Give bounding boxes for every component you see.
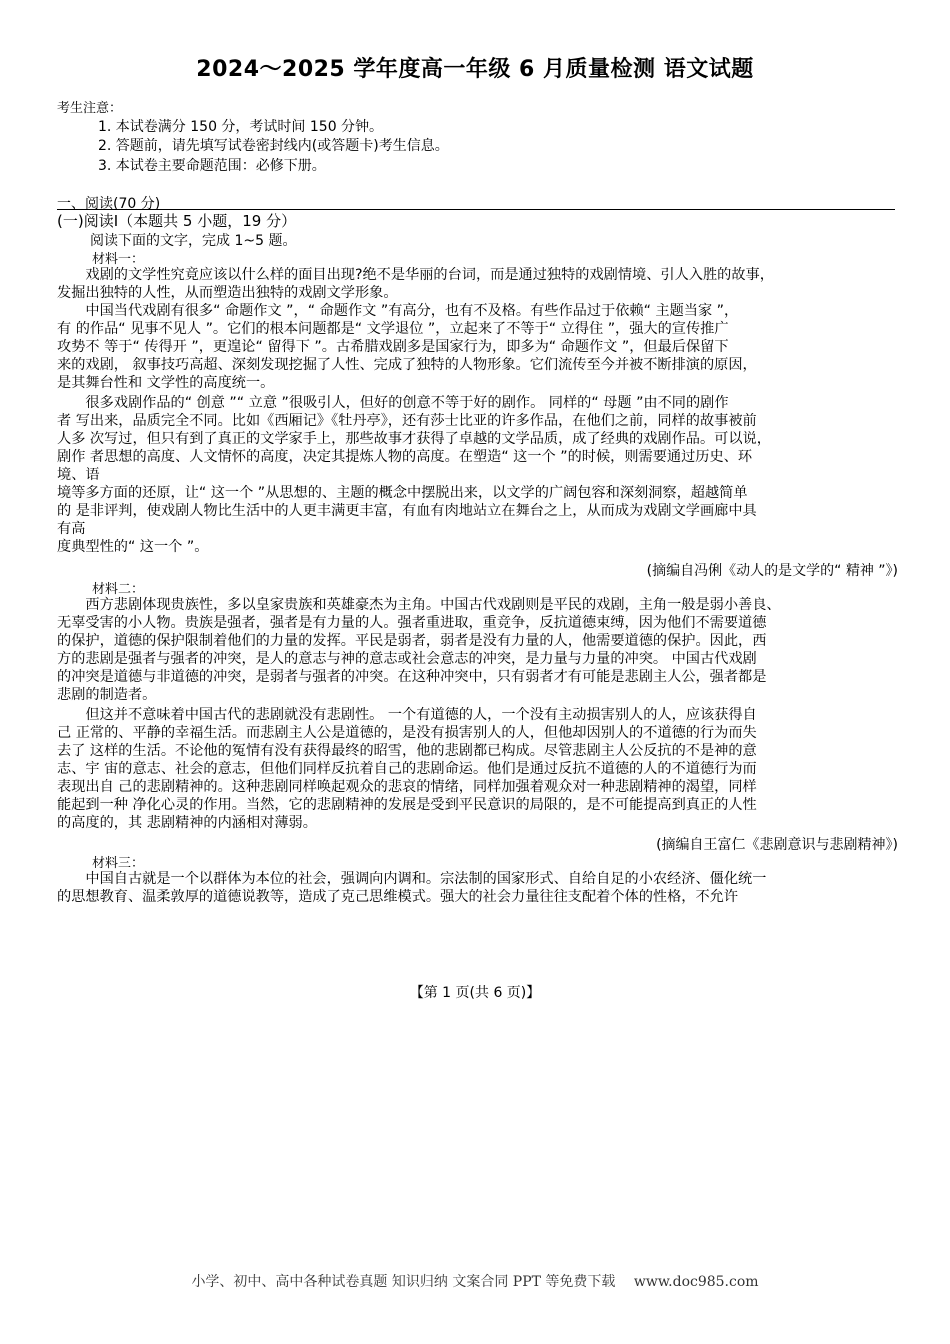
notice-item: 2. 答题前，请先填写试卷密封线内(或答题卡)考生信息。 (98, 138, 449, 154)
material-1-paragraph: 很多戏剧作品的“ 创意 ”“ 立意 ”很吸引人，但好的创意不等于好的剧作。 同样的“ 母题 ”由不同的剧作 者 写出来，品质完全不同。比如《西厢记》《牡丹亭》，还有莎士比亚的许多作品，在他们之前，同样的故事被前 人多 次写过，但只有到了真正的文学家手上，那些故事才获得了卓越的文学品质，成了经典的戏剧作品。可以说， 剧作 者思想的高度、人文情怀的高度，决定其提炼人物的高度。在塑造“ 这一个 ”的时候，则需要通过历史、环 境、语 境等多方面的还原，让“ 这一个 ”从思想的、主题的概念中摆脱出来，以文学的广阔包容和深刻洞察，超越简单 的 是非评判，使戏剧人物比生活中的人更丰满更丰富，有血有肉地站立在舞台之上，从而成为戏剧文学画廊中具 有高 度典型性的“ 这一个 ”。 (57, 395, 771, 555)
section-heading: 一、阅读(70 分) (57, 196, 161, 212)
material-2-paragraph: 但这并不意味着中国古代的悲剧就没有悲剧性。 一个有道德的人，一个没有主动损害别人的人，应该获得自 己 正常的、平静的幸福生活。而悲剧主人公是道德的，是没有损害别人的人，但他却因别人的不道德的行为而失 去了 这样的生活。不论他的冤情有没有获得最终的昭雪，他的悲剧都已构成。尽管悲剧主人公反抗的不是神的意 志、宇 宙的意志、社会的意志，但他们同样反抗着自己的悲剧命运。他们是通过反抗不道德的人的不道德行为而 表现出自 己的悲剧精神的。这种悲剧同样唤起观众的悲哀的情绪，同样加强着观众对一种悲剧精神的渴望，同样 能起到一种 净化心灵的作用。当然，它的悲剧精神的发展是受到平民意识的局限的，是不可能提高到真正的人性 的高度的，其 悲剧精神的内涵相对薄弱。 (57, 707, 757, 831)
footer-text: 小学、初中、高中各种试卷真题 知识归纳 文案合同 PPT 等免费下载 www.doc985.com (191, 1274, 759, 1290)
notice-item: 1. 本试卷满分 150 分，考试时间 150 分钟。 (98, 119, 384, 135)
material-2-paragraph: 西方悲剧体现贵族性，多以皇家贵族和英雄豪杰为主角。中国古代戏剧则是平民的戏剧，主角一般是弱小善良、 无辜受害的小人物。贵族是强者，强者是有力量的人。强者重进取，重竞争，反抗道德束缚，因为他们不需要道德 的保护，道德的保护限制着他们的力量的发挥。平民是弱者，弱者是没有力量的人，他需要道德的保护。因此，西 方的悲剧是强者与强者的冲突，是人的意志与神的意志或社会意志的冲突，是力量与力量的冲突。 中国古代戏剧 的冲突是道德与非道德的冲突，是弱者与强者的冲突。在这种冲突中，只有弱者才有可能是悲剧主人公，强者都是 悲剧的制造者。 (57, 597, 781, 703)
material-2-label: 材料二： (92, 582, 145, 597)
material-2-source: (摘编自王富仁《悲剧意识与悲剧精神》) (656, 837, 898, 853)
material-1-paragraph: 戏剧的文学性究竟应该以什么样的面目出现?绝不是华丽的台词，而是通过独特的戏剧情境、引人入胜的故事， 发掘出独特的人性，从而塑造出独特的戏剧文学形象。 (57, 267, 774, 301)
notice-item: 3. 本试卷主要命题范围：必修下册。 (98, 158, 326, 174)
notice-heading: 考生注意： (57, 101, 123, 116)
page-number: 【第 1 页(共 6 页)】 (409, 985, 541, 1001)
material-3-paragraph: 中国自古就是一个以群体为本位的社会，强调向内调和。宗法制的国家形式、自给自足的小农经济、僵化统一 的思想教育、温柔敦厚的道德说教等，造成了克己思维模式。强大的社会力量往往支配着个体的性格，不允许 (57, 871, 767, 905)
material-3-label: 材料三： (92, 856, 145, 871)
reading-instruction: 阅读下面的文字，完成 1~5 题。 (90, 233, 297, 249)
material-1-source: (摘编自冯俐《动人的是文学的“ 精神 ”》) (646, 563, 898, 579)
page-title: 2024～2025 学年度高一年级 6 月质量检测 语文试题 (196, 57, 754, 82)
material-1-label: 材料一： (92, 252, 145, 267)
material-1-paragraph: 中国当代戏剧有很多“ 命题作文 ”，“ 命题作文 ”有高分，也有不及格。有些作品过于依赖“ 主题当家 ”， 有 的作品“ 见事不见人 ”。它们的根本问题都是“ 文学退位 ”，立起来了不等于“ 立得住 ”，强大的宣传推广 攻势不 等于“ 传得开 ”，更遑论“ 留得下 ”。古希腊戏剧多是国家行为，即多为“ 命题作文 ”，但最后保留下 来的戏剧， 叙事技巧高超、深刻发现挖掘了人性、完成了独特的人物形象。它们流传至今并被不断排演的原因， 是其舞台性和 文学性的高度统一。 (57, 303, 757, 391)
part-heading: (一)阅读Ⅰ（本题共 5 小题，19 分） (57, 212, 297, 230)
